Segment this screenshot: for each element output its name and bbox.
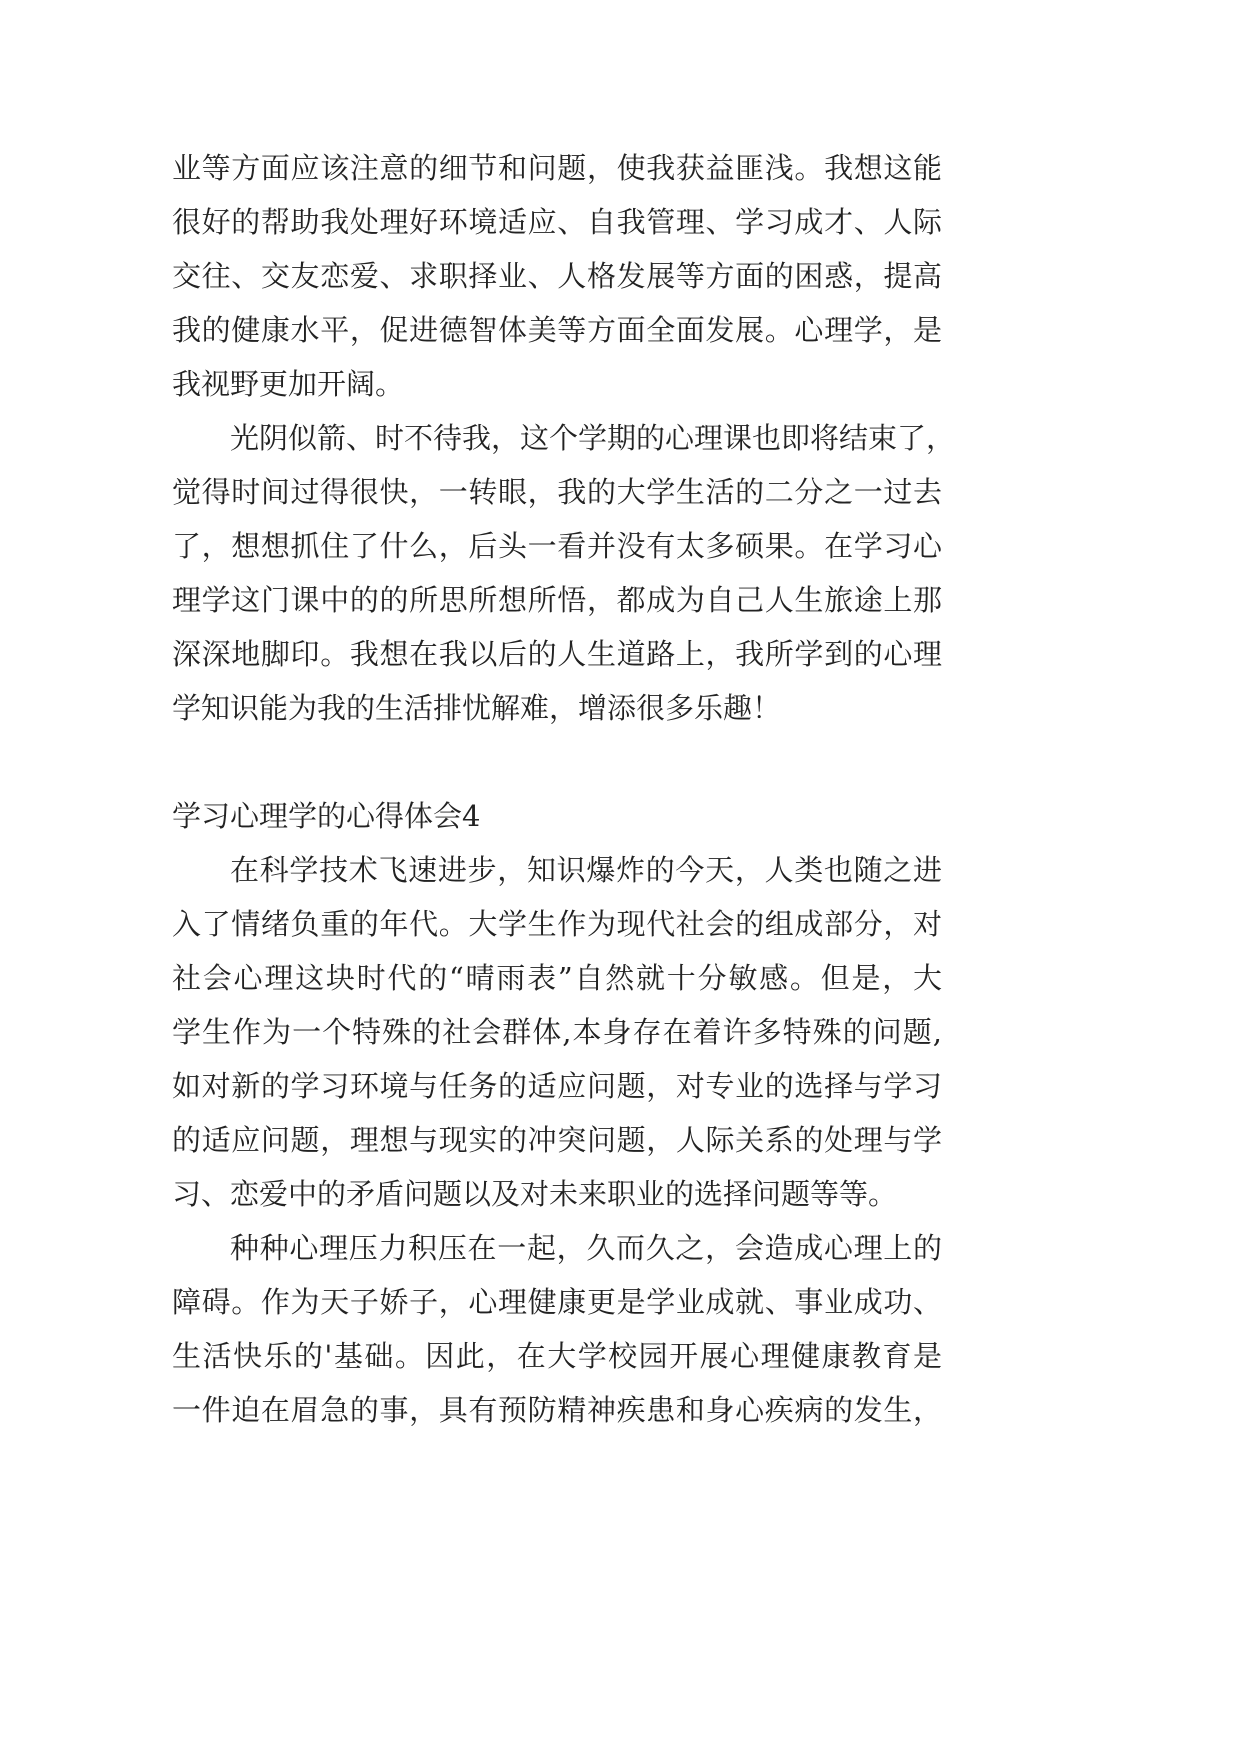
text-line: 了，想想抓住了什么，后头一看并没有太多硕果。在学习心 bbox=[172, 529, 942, 563]
paragraph bbox=[172, 1221, 942, 1437]
text-line: 一件迫在眉急的事，具有预防精神疾患和身心疾病的发生， bbox=[172, 1393, 942, 1427]
text-line: 很好的帮助我处理好环境适应、自我管理、学习成才、人际 bbox=[172, 205, 942, 239]
text-line: 我的健康水平，促进德智体美等方面全面发展。心理学，是 bbox=[172, 313, 942, 347]
text-line: 我视野更加开阔。 bbox=[172, 367, 405, 401]
text-line: 交往、交友恋爱、求职择业、人格发展等方面的困惑，提高 bbox=[172, 259, 942, 293]
text-line: 社会心理这块时代的“晴雨表”自然就十分敏感。但是，大 bbox=[172, 961, 942, 995]
text-line: 的适应问题，理想与现实的冲突问题，人际关系的处理与学 bbox=[172, 1123, 942, 1157]
paragraph bbox=[172, 411, 956, 735]
paragraph bbox=[172, 843, 942, 1221]
text-line: 光阴似箭、时不待我，这个学期的心理课也即将结束了， bbox=[230, 421, 956, 455]
text-line: 障碍。作为天子娇子，心理健康更是学业成就、事业成功、 bbox=[172, 1285, 942, 1319]
text-line: 业等方面应该注意的细节和问题，使我获益匪浅。我想这能 bbox=[172, 151, 942, 185]
text-line: 学生作为一个特殊的社会群体,本身存在着许多特殊的问题, bbox=[172, 1015, 942, 1049]
text-line: 种种心理压力积压在一起，久而久之，会造成心理上的 bbox=[230, 1231, 942, 1265]
text-line: 入了情绪负重的年代。大学生作为现代社会的组成部分，对 bbox=[172, 907, 942, 941]
document-body bbox=[172, 141, 956, 1437]
text-line: 深深地脚印。我想在我以后的人生道路上，我所学到的心理 bbox=[172, 637, 942, 671]
text-line: 习、恋爱中的矛盾问题以及对未来职业的选择问题等等。 bbox=[172, 1177, 898, 1211]
text-line: 如对新的学习环境与任务的适应问题，对专业的选择与学习 bbox=[172, 1069, 942, 1103]
paragraph bbox=[172, 141, 942, 411]
text-line: 生活快乐的'基础。因此，在大学校园开展心理健康教育是 bbox=[172, 1339, 942, 1373]
section-heading: 学习心理学的心得体会4 bbox=[172, 799, 481, 833]
text-line: 学知识能为我的生活排忧解难，增添很多乐趣！ bbox=[172, 691, 782, 725]
text-line: 觉得时间过得很快，一转眼，我的大学生活的二分之一过去 bbox=[172, 475, 942, 509]
text-line: 在科学技术飞速进步，知识爆炸的今天，人类也随之进 bbox=[230, 853, 942, 887]
text-line: 理学这门课中的的所思所想所悟，都成为自己人生旅途上那 bbox=[172, 583, 942, 617]
